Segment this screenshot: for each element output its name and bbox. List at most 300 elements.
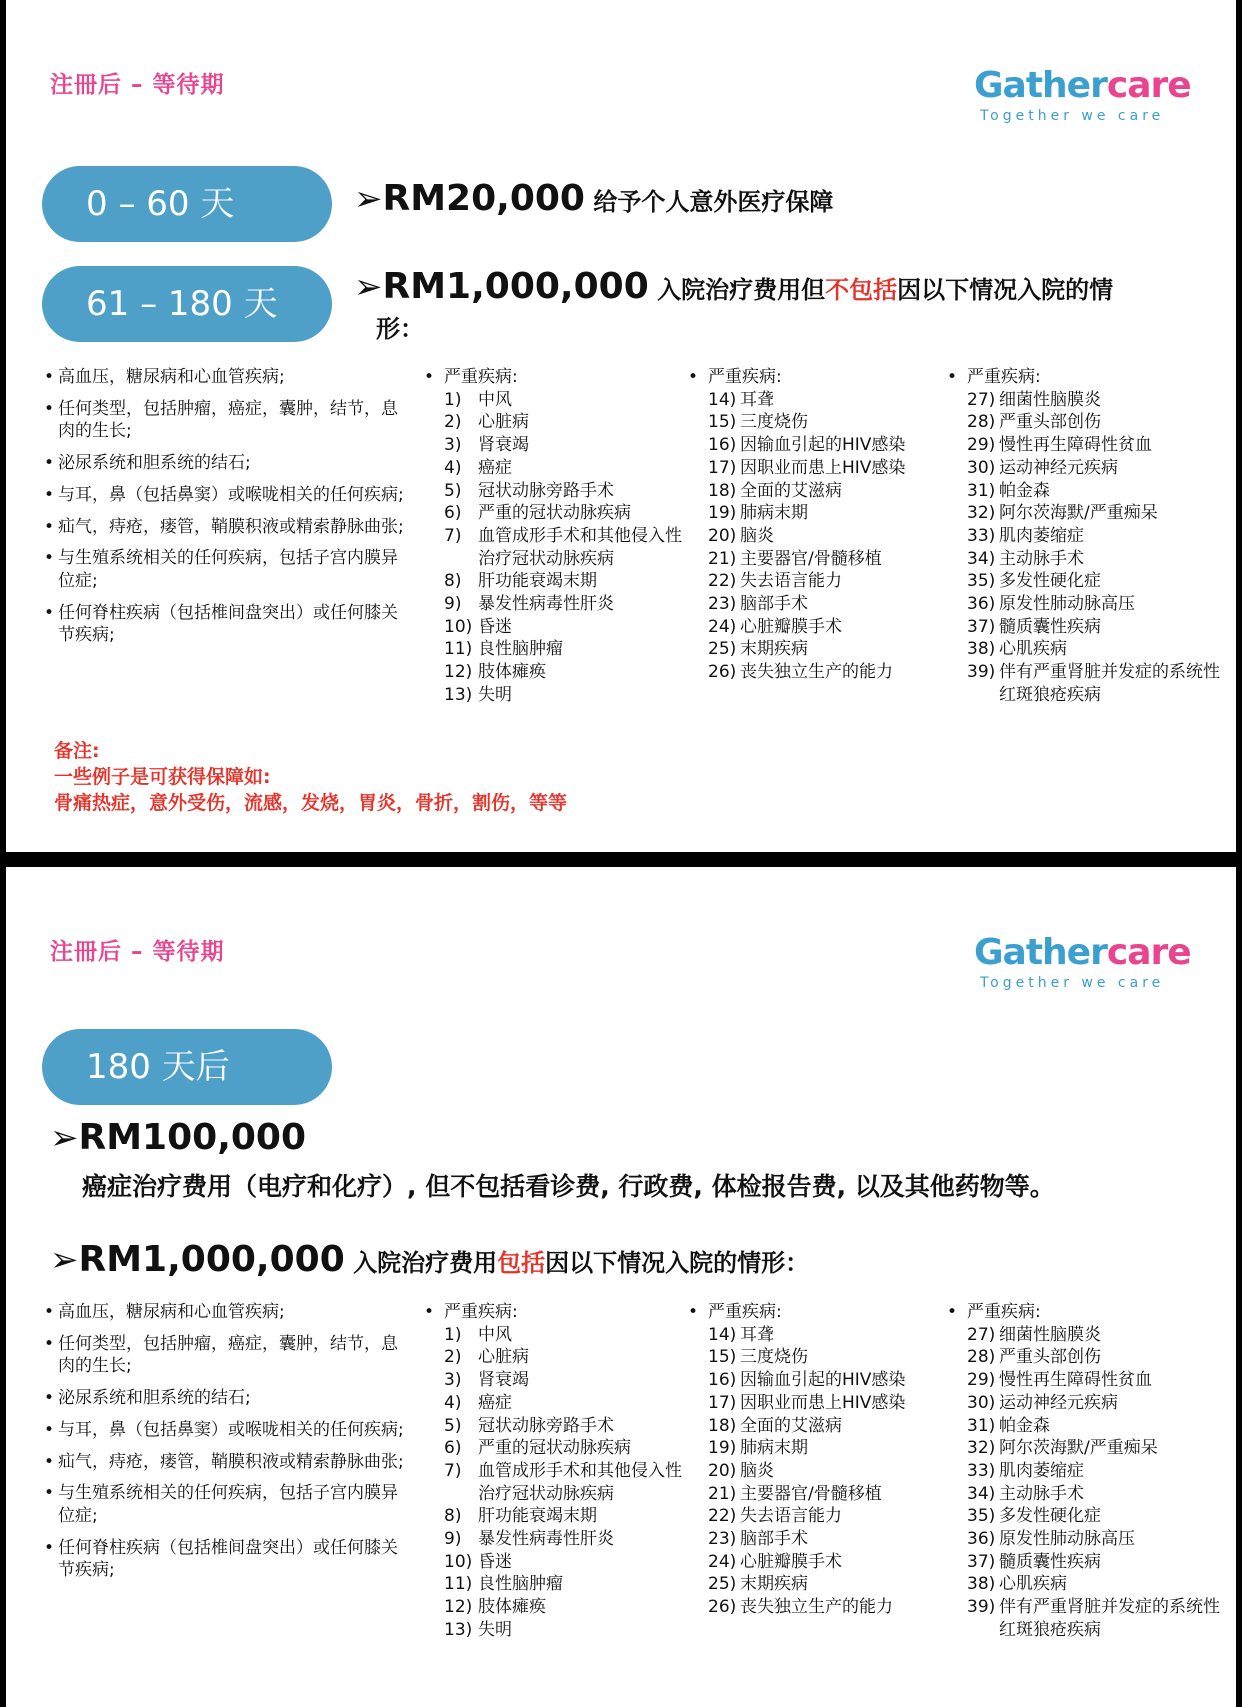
item-text: 髓质囊性疾病: [999, 1551, 1101, 1572]
list-item: [947, 1392, 1227, 1415]
list-item: [947, 1528, 1227, 1551]
item-text: 肌肉萎缩症: [999, 1460, 1084, 1481]
item-text: 严重的冠状动脉疾病: [478, 1438, 631, 1459]
list-item: [424, 1573, 694, 1596]
item-number: 16): [708, 1370, 737, 1391]
item-text: 肺病末期: [740, 1438, 808, 1459]
item-number: 25): [708, 639, 737, 660]
item-number: 3): [444, 1370, 462, 1391]
item-number: 14): [708, 389, 737, 410]
item-number: 36): [967, 594, 996, 615]
item-number: 30): [967, 457, 996, 478]
item-number: 8): [444, 571, 462, 592]
list-item: [947, 525, 1227, 548]
item-text: 多发性硬化症: [999, 1506, 1101, 1527]
list-item: • 高血压，糖尿病和心血管疾病;: [44, 1301, 404, 1324]
item-number: 21): [708, 548, 737, 569]
list-item: [688, 570, 948, 593]
list-item: [688, 548, 948, 571]
item-text: 肢体瘫痪: [478, 1597, 546, 1618]
item-text: 帕金森: [999, 1415, 1050, 1436]
slide-waiting-period-1: [6, 0, 1236, 852]
item-text: 心脏病: [478, 412, 529, 433]
item-text: 肝功能衰竭末期: [478, 1506, 597, 1527]
item-text: 肾衰竭: [478, 1370, 529, 1391]
list-item: [947, 593, 1227, 616]
item-number: 18): [708, 1415, 737, 1436]
item-number: 17): [708, 457, 737, 478]
description: 给予个人意外医疗保障: [584, 188, 834, 216]
item-number: 23): [708, 1529, 737, 1550]
item-number: 12): [444, 662, 473, 683]
list-item: • 与耳，鼻（包括鼻窦）或喉咙相关的任何疾病;: [44, 484, 404, 507]
list-item: [688, 1415, 948, 1438]
list-item: [688, 525, 948, 548]
list-item: [947, 480, 1227, 503]
item-text: 良性脑肿瘤: [478, 1574, 563, 1595]
item-text: 全面的艾滋病: [740, 1415, 842, 1436]
item-number: 20): [708, 1460, 737, 1481]
item-text: 严重的冠状动脉疾病: [478, 503, 631, 524]
list-item: [947, 1324, 1227, 1347]
list-item: • 泌尿系统和胆系统的结石;: [44, 452, 404, 475]
item-number: 13): [444, 684, 473, 705]
item-number: 19): [708, 503, 737, 524]
list-item: [688, 1437, 948, 1460]
item-text: 严重头部创伤: [999, 1347, 1101, 1368]
list-item: [947, 389, 1227, 412]
list-item: [424, 1551, 694, 1574]
item-text: 阿尔茨海默/严重痴呆: [999, 1438, 1158, 1459]
item-text: 癌症: [478, 1392, 512, 1413]
list-item: • 与耳，鼻（包括鼻窦）或喉咙相关的任何疾病;: [44, 1419, 404, 1442]
item-text: 因输血引起的HIV感染: [740, 1370, 906, 1391]
logo-tagline: Together we care: [980, 975, 1165, 991]
list-item: [947, 411, 1227, 434]
list-heading: • 严重疾病:: [947, 366, 1227, 389]
item-number: 23): [708, 594, 737, 615]
item-text: 细菌性脑膜炎: [999, 1324, 1101, 1345]
item-text: 伴有严重肾脏并发症的系统性红斑狼疮疾病: [999, 662, 1220, 705]
list-item: • 任何脊柱疾病（包括椎间盘突出）或任何膝关节疾病;: [44, 1537, 404, 1582]
list-item: [947, 1483, 1227, 1506]
list-item: [947, 1551, 1227, 1574]
logo-tagline: Together we care: [980, 108, 1165, 124]
period-pill-after-180: 180 天后: [42, 1029, 332, 1105]
item-text: 多发性硬化症: [999, 571, 1101, 592]
list-item: [424, 1596, 694, 1619]
item-text: 严重头部创伤: [999, 412, 1101, 433]
item-number: 5): [444, 1415, 462, 1436]
description-pre: 入院治疗费用: [344, 1249, 498, 1277]
item-number: 11): [444, 639, 473, 660]
list-item: [688, 1573, 948, 1596]
gathercare-logo: [974, 933, 1194, 991]
item-number: 8): [444, 1506, 462, 1527]
item-text: 主要器官/骨髓移植: [740, 548, 882, 569]
item-number: 4): [444, 1392, 462, 1413]
list-item: [424, 661, 694, 684]
list-item: [947, 502, 1227, 525]
list-item: [424, 525, 694, 570]
item-text: 癌症: [478, 457, 512, 478]
item-text: 主动脉手术: [999, 548, 1084, 569]
amount: RM20,000: [382, 178, 585, 219]
list-item: [688, 661, 948, 684]
list-item: • 与生殖系统相关的任何疾病，包括子宫内膜异位症;: [44, 547, 404, 592]
arrow-icon: ➢: [50, 1118, 79, 1158]
logo-word-part2: care: [1106, 65, 1191, 106]
item-number: 9): [444, 1529, 462, 1550]
list-item: [947, 661, 1227, 706]
item-number: 28): [967, 412, 996, 433]
list-item: [688, 638, 948, 661]
list-item: [947, 638, 1227, 661]
list-item: [424, 638, 694, 661]
item-text: 肝功能衰竭末期: [478, 571, 597, 592]
item-number: 31): [967, 1415, 996, 1436]
notes: [54, 738, 567, 816]
item-number: 24): [708, 616, 737, 637]
list-heading: • 严重疾病:: [947, 1301, 1227, 1324]
item-number: 18): [708, 480, 737, 501]
item-number: 6): [444, 503, 462, 524]
list-item: [688, 1324, 948, 1347]
item-number: 27): [967, 1324, 996, 1345]
description-pre: 入院治疗费用但: [648, 276, 826, 304]
item-text: 肢体瘫痪: [478, 662, 546, 683]
item-number: 10): [444, 1551, 473, 1572]
general-conditions-list: [44, 366, 404, 656]
list-item: [688, 593, 948, 616]
list-heading: • 严重疾病:: [688, 1301, 948, 1324]
item-number: 37): [967, 616, 996, 637]
list-item: [947, 1369, 1227, 1392]
description-post: 因以下情况入院的情形：: [545, 1249, 810, 1277]
item-text: 良性脑肿瘤: [478, 639, 563, 660]
list-item: [424, 616, 694, 639]
item-text: 阿尔茨海默/严重痴呆: [999, 503, 1158, 524]
list-item: [947, 1415, 1227, 1438]
list-item: [424, 1369, 694, 1392]
item-text: 失明: [478, 1619, 512, 1640]
list-item: [688, 457, 948, 480]
general-conditions-list: [44, 1301, 404, 1591]
item-text: 失明: [478, 684, 512, 705]
item-text: 运动神经元疾病: [999, 1392, 1118, 1413]
item-text: 全面的艾滋病: [740, 480, 842, 501]
item-text: 昏迷: [478, 1551, 512, 1572]
item-number: 5): [444, 480, 462, 501]
list-item: • 疝气，痔疮，瘘管，鞘膜积液或精索静脉曲张;: [44, 1451, 404, 1474]
item-text: 耳聋: [740, 389, 774, 410]
item-text: 中风: [478, 389, 512, 410]
cancer-treatment-description: 癌症治疗费用（电疗和化疗）, 但不包括看诊费, 行政费, 体检报告费, 以及其他药物等。: [82, 1172, 1055, 1201]
list-item: [424, 1415, 694, 1438]
list-item: [424, 593, 694, 616]
list-item: [947, 1437, 1227, 1460]
list-item: [424, 502, 694, 525]
list-item: [947, 570, 1227, 593]
list-item: • 任何类型，包括肿瘤，癌症，囊肿，结节，息肉的生长;: [44, 398, 404, 443]
item-text: 失去语言能力: [740, 1506, 842, 1527]
list-item: [424, 1460, 694, 1505]
list-item: [688, 1528, 948, 1551]
item-number: 2): [444, 1347, 462, 1368]
list-item: [688, 1551, 948, 1574]
list-item: [947, 1505, 1227, 1528]
item-text: 主动脉手术: [999, 1483, 1084, 1504]
item-text: 脑炎: [740, 1460, 774, 1481]
list-item: [424, 1619, 694, 1642]
list-item: • 泌尿系统和胆系统的结石;: [44, 1387, 404, 1410]
item-text: 冠状动脉旁路手术: [478, 1415, 614, 1436]
item-text: 肾衰竭: [478, 435, 529, 456]
item-number: 35): [967, 1506, 996, 1527]
list-item: [424, 1324, 694, 1347]
description-post: 因以下情况入院的情: [897, 276, 1114, 304]
item-number: 37): [967, 1551, 996, 1572]
item-number: 3): [444, 435, 462, 456]
item-text: 运动神经元疾病: [999, 457, 1118, 478]
headline-accident-coverage: [354, 178, 833, 219]
item-number: 21): [708, 1483, 737, 1504]
item-number: 1): [444, 389, 462, 410]
list-item: • 高血压，糖尿病和心血管疾病;: [44, 366, 404, 389]
amount: RM100,000: [78, 1117, 307, 1158]
item-number: 26): [708, 662, 737, 683]
item-text: 心肌疾病: [999, 1574, 1067, 1595]
item-text: 三度烧伤: [740, 412, 808, 433]
list-item: [688, 1483, 948, 1506]
item-text: 慢性再生障碍性贫血: [999, 435, 1152, 456]
item-text: 末期疾病: [740, 639, 808, 660]
arrow-icon: ➢: [50, 1240, 79, 1280]
page-title: 注冊后 – 等待期: [50, 72, 225, 98]
list-item: [688, 1392, 948, 1415]
critical-illness-list-c: [947, 366, 1227, 707]
item-text: 血管成形手术和其他侵入性治疗冠状动脉疾病: [478, 1460, 682, 1504]
item-text: 冠状动脉旁路手术: [478, 480, 614, 501]
list-item: [688, 616, 948, 639]
critical-illness-list-b: [688, 1301, 948, 1619]
critical-illness-list-a: [424, 366, 694, 707]
description-not-included: 不包括: [825, 276, 898, 304]
list-item: [424, 457, 694, 480]
item-number: 11): [444, 1574, 473, 1595]
item-number: 29): [967, 435, 996, 456]
list-item: • 任何脊柱疾病（包括椎间盘突出）或任何膝关节疾病;: [44, 602, 404, 647]
item-number: 15): [708, 412, 737, 433]
list-item: [424, 434, 694, 457]
item-number: 19): [708, 1438, 737, 1459]
item-number: 28): [967, 1347, 996, 1368]
item-text: 因输血引起的HIV感染: [740, 435, 906, 456]
item-number: 29): [967, 1370, 996, 1391]
item-text: 暴发性病毒性肝炎: [478, 594, 614, 615]
period-pill-61-180: 61 – 180 天: [42, 266, 332, 342]
slide-waiting-period-2: [6, 867, 1236, 1707]
list-item: [688, 1460, 948, 1483]
item-text: 暴发性病毒性肝炎: [478, 1529, 614, 1550]
item-number: 39): [967, 1597, 996, 1618]
item-number: 34): [967, 548, 996, 569]
item-number: 24): [708, 1551, 737, 1572]
item-text: 原发性肺动脉高压: [999, 594, 1135, 615]
period-pill-0-60: 0 – 60 天: [42, 166, 332, 242]
item-text: 血管成形手术和其他侵入性治疗冠状动脉疾病: [478, 525, 682, 569]
notes-line1: 一些例子是可获得保障如:: [54, 766, 271, 788]
list-item: [424, 570, 694, 593]
notes-title: 备注:: [54, 740, 100, 762]
item-text: 髓质囊性疾病: [999, 616, 1101, 637]
item-number: 38): [967, 639, 996, 660]
logo-word-part1: Gather: [974, 932, 1107, 973]
critical-illness-list-a: [424, 1301, 694, 1642]
notes-line2: 骨痛热症，意外受伤，流感，发烧，胃炎，骨折，割伤，等等: [54, 792, 568, 814]
item-text: 脑部手术: [740, 594, 808, 615]
list-item: [947, 616, 1227, 639]
list-item: [688, 411, 948, 434]
item-number: 10): [444, 616, 473, 637]
item-number: 17): [708, 1392, 737, 1413]
item-number: 7): [444, 1460, 462, 1481]
description-wrap: 形：: [376, 315, 424, 343]
item-text: 丧失独立生产的能力: [740, 662, 893, 683]
item-text: 慢性再生障碍性贫血: [999, 1370, 1152, 1391]
headline-hospital-inclusion: [50, 1239, 1200, 1280]
logo-word-part2: care: [1106, 932, 1191, 973]
list-item: [688, 1505, 948, 1528]
item-text: 心脏瓣膜手术: [740, 616, 842, 637]
list-item: [947, 548, 1227, 571]
critical-illness-list-c: [947, 1301, 1227, 1642]
list-item: [424, 1505, 694, 1528]
list-item: [688, 389, 948, 412]
item-number: 32): [967, 503, 996, 524]
item-number: 15): [708, 1347, 737, 1368]
list-item: [688, 1596, 948, 1619]
logo-word-part1: Gather: [974, 65, 1107, 106]
list-item: [424, 684, 694, 707]
list-item: [424, 1437, 694, 1460]
item-text: 失去语言能力: [740, 571, 842, 592]
list-item: [947, 1460, 1227, 1483]
item-number: 22): [708, 571, 737, 592]
item-text: 心脏病: [478, 1347, 529, 1368]
list-item: [424, 1528, 694, 1551]
list-item: • 疝气，痔疮，瘘管，鞘膜积液或精索静脉曲张;: [44, 516, 404, 539]
item-number: 22): [708, 1506, 737, 1527]
item-number: 25): [708, 1574, 737, 1595]
list-item: [688, 480, 948, 503]
item-number: 14): [708, 1324, 737, 1345]
item-number: 31): [967, 480, 996, 501]
list-item: [688, 1369, 948, 1392]
item-number: 12): [444, 1597, 473, 1618]
item-text: 昏迷: [478, 616, 512, 637]
item-number: 36): [967, 1529, 996, 1550]
item-number: 35): [967, 571, 996, 592]
item-number: 9): [444, 594, 462, 615]
list-item: [424, 1392, 694, 1415]
list-item: [688, 502, 948, 525]
item-number: 13): [444, 1619, 473, 1640]
gathercare-logo: [974, 66, 1194, 124]
item-text: 耳聋: [740, 1324, 774, 1345]
item-text: 中风: [478, 1324, 512, 1345]
list-item: [947, 1573, 1227, 1596]
list-item: [424, 1346, 694, 1369]
critical-illness-list-b: [688, 366, 948, 684]
headline-hospital-exclusion: [354, 266, 1154, 344]
item-text: 末期疾病: [740, 1574, 808, 1595]
list-item: [947, 1596, 1227, 1641]
item-number: 33): [967, 525, 996, 546]
list-item: [947, 1346, 1227, 1369]
item-text: 心肌疾病: [999, 639, 1067, 660]
item-number: 1): [444, 1324, 462, 1345]
list-item: • 任何类型，包括肿瘤，癌症，囊肿，结节，息肉的生长;: [44, 1333, 404, 1378]
list-item: [688, 1346, 948, 1369]
item-number: 20): [708, 525, 737, 546]
item-text: 脑炎: [740, 525, 774, 546]
item-number: 30): [967, 1392, 996, 1413]
item-number: 6): [444, 1438, 462, 1459]
list-item: [424, 411, 694, 434]
item-text: 帕金森: [999, 480, 1050, 501]
list-item: [424, 480, 694, 503]
item-number: 27): [967, 389, 996, 410]
item-number: 2): [444, 412, 462, 433]
amount: RM1,000,000: [382, 266, 649, 307]
list-item: [947, 457, 1227, 480]
item-number: 34): [967, 1483, 996, 1504]
item-number: 39): [967, 662, 996, 683]
item-number: 16): [708, 435, 737, 456]
page-title: 注冊后 – 等待期: [50, 939, 225, 965]
item-number: 26): [708, 1597, 737, 1618]
item-text: 三度烧伤: [740, 1347, 808, 1368]
item-text: 心脏瓣膜手术: [740, 1551, 842, 1572]
amount: RM1,000,000: [78, 1239, 345, 1280]
list-heading: • 严重疾病:: [688, 366, 948, 389]
list-item: [947, 434, 1227, 457]
item-text: 原发性肺动脉高压: [999, 1529, 1135, 1550]
item-text: 肌肉萎缩症: [999, 525, 1084, 546]
headline-cancer-treatment: [50, 1117, 306, 1158]
description-included: 包括: [497, 1249, 546, 1277]
item-text: 伴有严重肾脏并发症的系统性红斑狼疮疾病: [999, 1597, 1220, 1640]
item-text: 肺病末期: [740, 503, 808, 524]
list-heading: • 严重疾病:: [424, 1301, 694, 1324]
item-number: 4): [444, 457, 462, 478]
list-heading: • 严重疾病:: [424, 366, 694, 389]
item-number: 7): [444, 525, 462, 546]
list-item: [688, 434, 948, 457]
item-number: 33): [967, 1460, 996, 1481]
list-item: • 与生殖系统相关的任何疾病，包括子宫内膜异位症;: [44, 1482, 404, 1527]
list-item: [424, 389, 694, 412]
item-number: 38): [967, 1574, 996, 1595]
item-text: 因职业而患上HIV感染: [740, 1392, 906, 1413]
arrow-icon: ➢: [354, 267, 383, 307]
item-number: 32): [967, 1438, 996, 1459]
item-text: 脑部手术: [740, 1529, 808, 1550]
item-text: 主要器官/骨髓移植: [740, 1483, 882, 1504]
arrow-icon: ➢: [354, 179, 383, 219]
item-text: 丧失独立生产的能力: [740, 1597, 893, 1618]
